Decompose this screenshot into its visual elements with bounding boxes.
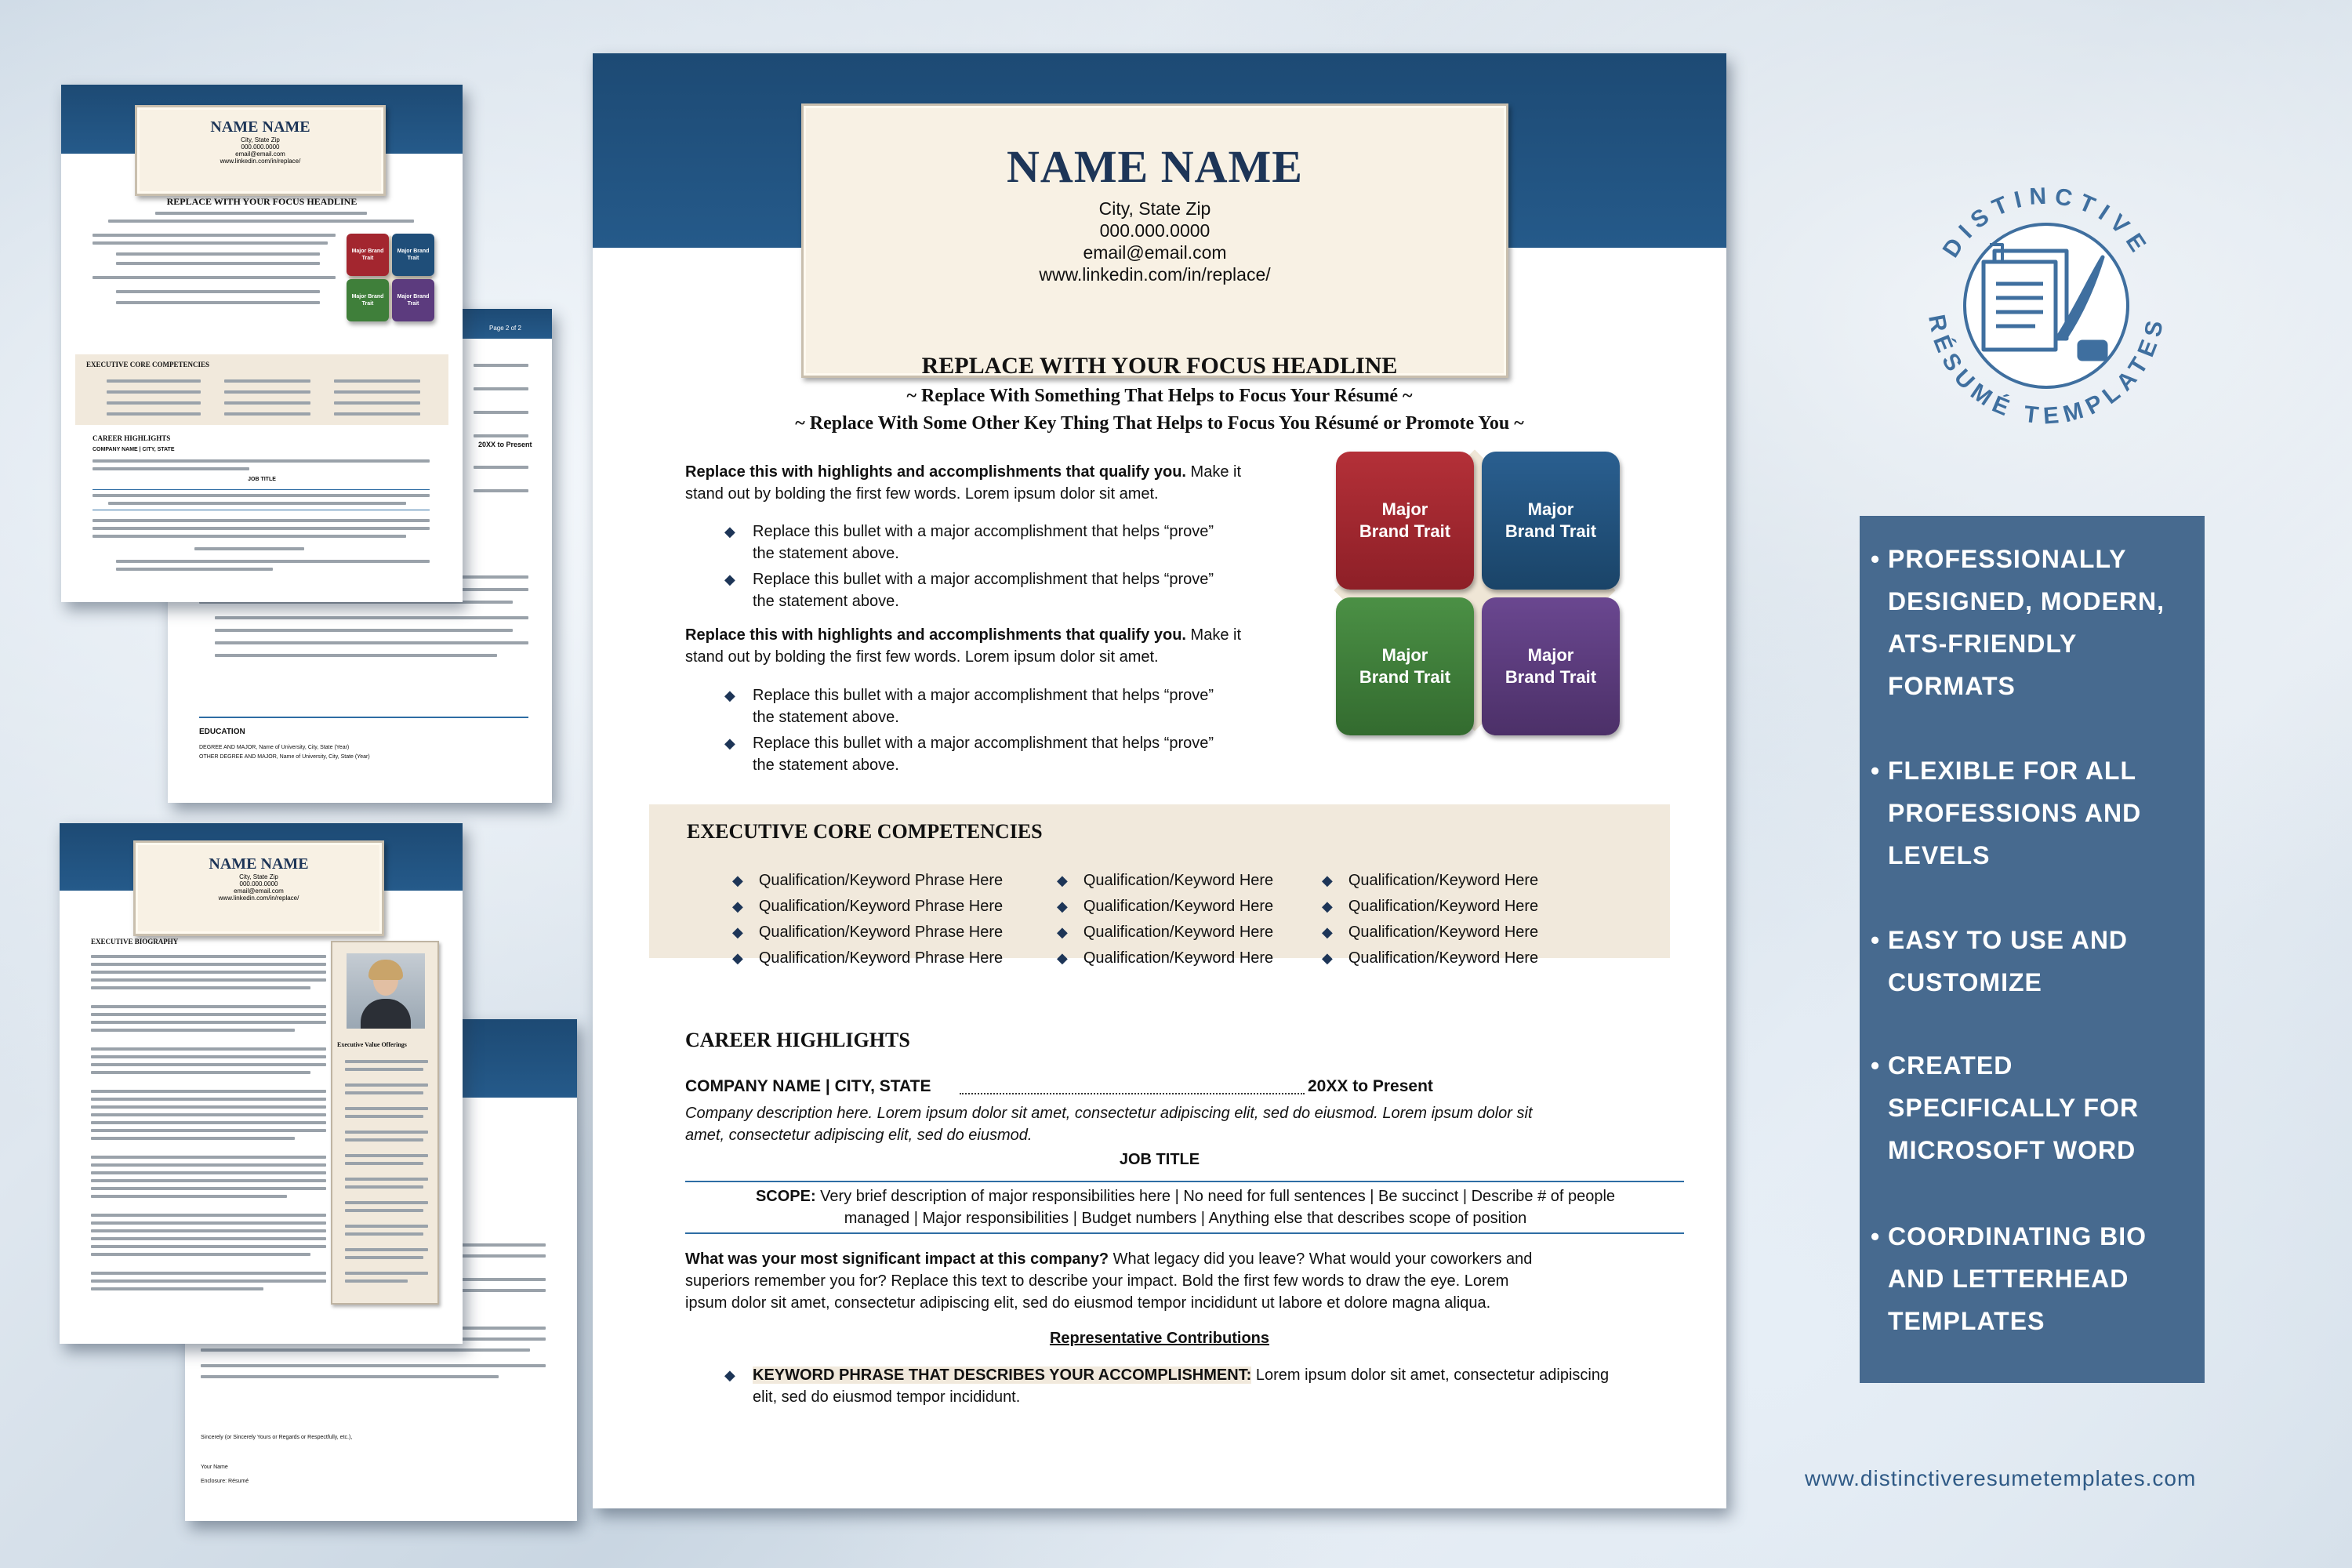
name-contact-box [801,103,1508,378]
thumbnail-linkedin: www.linkedin.com/in/replace/ [220,158,301,165]
brand-trait-grid [1330,445,1620,735]
thumbnail-phone: 000.000.0000 [239,880,278,887]
competencies-title: EXECUTIVE CORE COMPETENCIES [687,820,1043,843]
focus-subheadline-2: ~ Replace With Some Other Key Thing That Helps to Focus You Résumé or Promote You ~ [795,413,1524,434]
thumbnail-city: City, State Zip [241,136,280,143]
dotted-leader [960,1093,1305,1094]
thumbnail-competency-box [75,354,448,425]
resume-email: email@email.com [1083,242,1227,263]
company-description: Company description here. Lorem ipsum dolor sit amet, consectetur adipiscing elit, sed do eiusmod. Lorem ipsum dolor sit amet, consectetur adipiscing elit, sed do eiusmod. [685,1105,1533,1144]
thumbnail-name: NAME NAME [210,118,310,136]
thumbnail-value-title: Executive Value Offerings [337,1041,407,1048]
resume-city: City, State Zip [1098,198,1211,219]
accomplishment-bullet: ◆ Replace this bullet with a major accomplishment that helps “prove” the statement above. [724,523,1214,562]
thumbnail-signoff: Sincerely (or Sincerely Yours or Regards or Respectfully, etc.), [201,1435,353,1440]
competency-item: ◆ Qualification/Keyword Phrase Here [732,924,1004,941]
logo-arc-bottom: RÉSUMÉ TEMPLATES [1922,312,2169,430]
accomplishment-bullet: ◆ Replace this bullet with a major accomplishment that helps “prove” the statement above. [724,687,1214,726]
accomplishment-bullet: ◆ Replace this bullet with a major accomplishment that helps “prove” the statement above. [724,735,1214,774]
feature-item: • COORDINATING BIO AND LETTERHEAD TEMPLATES [1871,1222,2147,1335]
feature-item: • PROFESSIONALLY DESIGNED, MODERN, ATS-FRIENDLY FORMATS [1871,545,2165,700]
trait-tile-blue: Major Brand Trait [1482,452,1620,590]
thumbnail-city: City, State Zip [239,873,278,880]
intro-paragraph: Replace this with highlights and accomplishments that qualify you. Make it stand out by bolding the first few words. Lorem ipsum dolor sit amet. [685,626,1242,666]
thumbnail-career-title: CAREER HIGHLIGHTS [93,434,171,442]
trait-tile-red: Major Brand Trait [1336,452,1474,590]
thumbnail-bio-title: EXECUTIVE BIOGRAPHY [91,938,179,946]
focus-headline: REPLACE WITH YOUR FOCUS HEADLINE [921,353,1398,379]
thumbnail-trait-red: Major Brand Trait [347,234,389,276]
thumbnail-name-box [135,105,386,196]
representative-contributions-heading: Representative Contributions [1049,1330,1270,1347]
website-link[interactable]: www.distinctiveresumetemplates.com [1805,1466,2197,1490]
resume-name: NAME NAME [1007,141,1303,192]
main-resume-page [593,53,1726,1508]
thumbnail-trait-green: Major Brand Trait [347,279,389,321]
trait-tile-purple: Major Brand Trait [1482,597,1620,735]
thumbnail-trait-purple: Major Brand Trait [392,279,434,321]
thumbnail-phone: 000.000.0000 [241,143,280,151]
thumbnail-email: email@email.com [235,151,285,158]
competency-item: ◆ Qualification/Keyword Here [1057,898,1274,915]
scope-rule-top [685,1181,1684,1182]
thumbnail-name-box [133,840,384,936]
thumbnail-name: NAME NAME [209,855,309,873]
thumbnail-email: email@email.com [234,887,284,895]
accomplishment-bullet: ◆ Replace this bullet with a major accomplishment that helps “prove” the statement above. [724,571,1214,610]
scope-block: SCOPE: Very brief description of major responsibilities here | No need for full sentences | Be succinct | Describe # of people managed | Major responsibilities | Budget numbers | Anything else that describes scope of position [755,1188,1616,1227]
thumbnail-resume-page-1 [61,85,463,602]
core-competencies-box [649,804,1670,958]
thumbnail-value-sidebar [331,941,439,1305]
thumbnail-trait-grid [343,230,437,325]
thumbnail-enclosure: Enclosure: Résumé [201,1479,249,1484]
thumbnail-company-line: COMPANY NAME | CITY, STATE [93,447,175,452]
competency-item: ◆ Qualification/Keyword Here [1057,872,1274,889]
thumbnail-degree-1: DEGREE AND MAJOR, Name of University, City, State (Year) [199,745,350,750]
trait-tile-green: Major Brand Trait [1336,597,1474,735]
competency-item: ◆ Qualification/Keyword Phrase Here [732,872,1004,889]
thumbnail-linkedin: www.linkedin.com/in/replace/ [218,895,299,902]
career-highlights-title: CAREER HIGHLIGHTS [685,1029,910,1051]
keyword-accomplishment-bullet: ◆ KEYWORD PHRASE THAT DESCRIBES YOUR ACCOMPLISHMENT: Lorem ipsum dolor sit amet, consectetur adipiscing elit, sed do eiusmod tempor incididunt. [724,1367,1610,1406]
competency-item: ◆ Qualification/Keyword Phrase Here [732,949,1004,967]
competency-item: ◆ Qualification/Keyword Here [1322,924,1539,941]
thumbnail-education-title: EDUCATION [199,728,245,736]
scope-rule-bottom [685,1232,1684,1234]
thumbnail-job-title: JOB TITLE [248,477,276,482]
thumbnail-page-marker: Page 2 of 2 [489,325,521,332]
job-title: JOB TITLE [1119,1151,1200,1168]
company-line: COMPANY NAME | CITY, STATE [685,1077,931,1095]
competency-item: ◆ Qualification/Keyword Here [1322,949,1539,967]
feature-item: • EASY TO USE AND CUSTOMIZE [1871,926,2129,996]
thumbnail-competencies-title: EXECUTIVE CORE COMPETENCIES [86,361,210,368]
resume-phone: 000.000.0000 [1099,220,1210,241]
feature-panel [1860,516,2205,1383]
headshot-photo [347,953,425,1029]
thumbnail-dates: 20XX to Present [478,441,532,448]
competency-item: ◆ Qualification/Keyword Here [1057,924,1274,941]
thumbnail-trait-blue: Major Brand Trait [392,234,434,276]
competency-item: ◆ Qualification/Keyword Phrase Here [732,898,1004,915]
thumbnail-headline: REPLACE WITH YOUR FOCUS HEADLINE [166,196,358,207]
impact-paragraph: What was your most significant impact at this company? What legacy did you leave? What would your coworkers and superiors remember you for? Replace this text to describe your impact. Bold the first few words to draw the eye. Lorem ipsum dolor sit amet, consectetur adipiscing elit, sed do eiusmod tempor incididunt ut labore et dolore magna aliqua. [685,1250,1533,1312]
competency-item: ◆ Qualification/Keyword Here [1322,898,1539,915]
focus-subheadline-1: ~ Replace With Something That Helps to Focus Your Résumé ~ [906,386,1413,406]
thumbnail-degree-2: OTHER DEGREE AND MAJOR, Name of University, City, State (Year) [199,754,370,760]
thumbnail-bio-page [60,823,463,1344]
resume-linkedin: www.linkedin.com/in/replace/ [1039,264,1271,285]
brand-logo [1897,157,2195,455]
company-dates: 20XX to Present [1308,1077,1433,1095]
feature-item: • CREATED SPECIFICALLY FOR MICROSOFT WORD [1871,1051,2140,1164]
competency-item: ◆ Qualification/Keyword Here [1322,872,1539,889]
thumbnail-your-name: Your Name [201,1465,228,1470]
logo-badge [1897,157,2195,455]
competency-item: ◆ Qualification/Keyword Here [1057,949,1274,967]
feature-item: • FLEXIBLE FOR ALL PROFESSIONS AND LEVELS [1871,757,2142,869]
intro-paragraph: Replace this with highlights and accomplishments that qualify you. Make it stand out by bolding the first few words. Lorem ipsum dolor sit amet. [685,463,1242,503]
logo-arc-top: DISTINCTIVE [1937,183,2155,263]
